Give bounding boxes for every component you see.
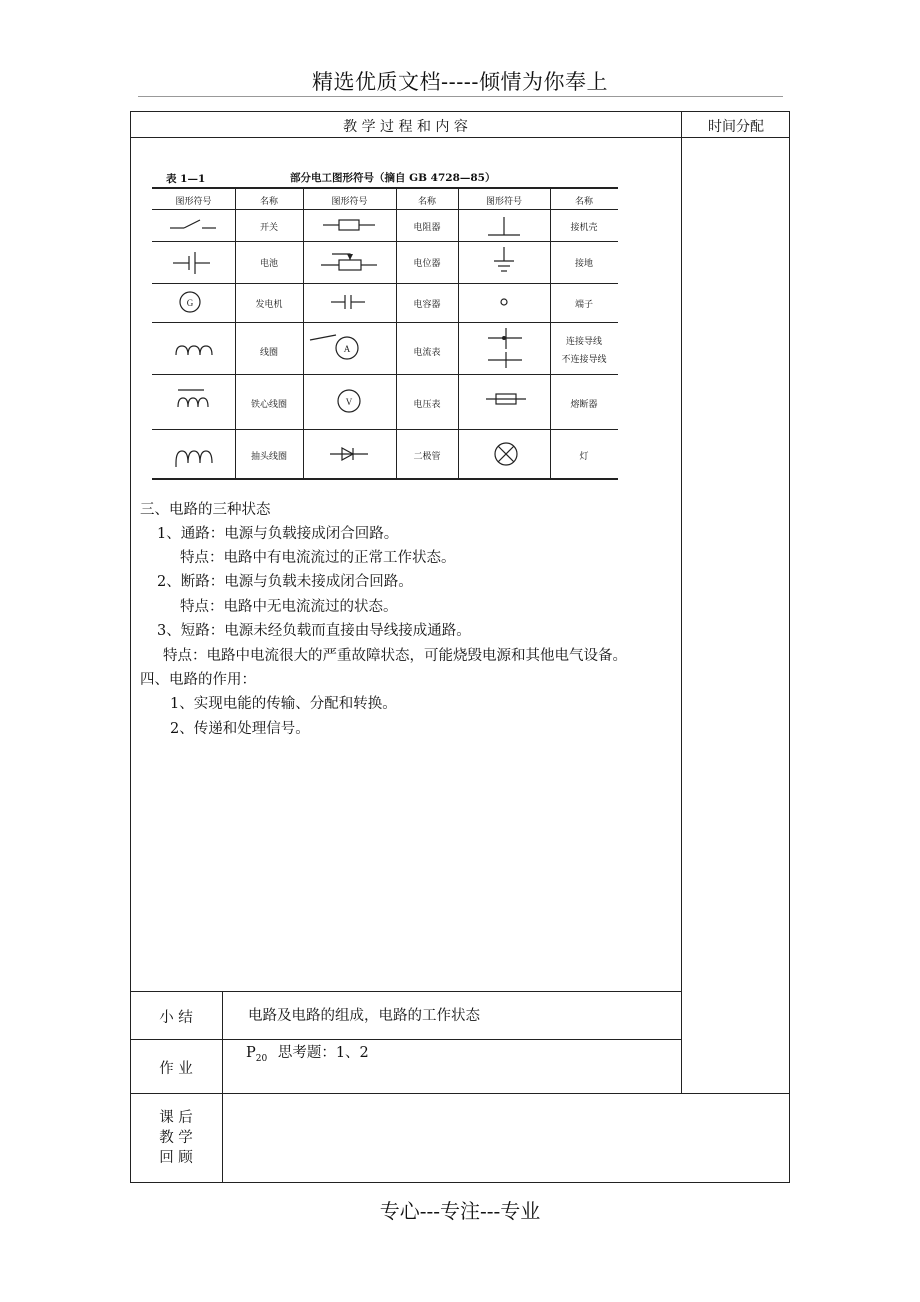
symbol-name: 不连接导线 [561,355,607,365]
content-line: 3、短路：电源未经负载而直接由导线接成通路。 [157,623,471,639]
summary-top-rule [130,991,682,992]
switch-symbol-icon [170,220,216,228]
ammeter-letter: A [343,344,351,354]
content-line: 特点：电路中有电流流过的正常工作状态。 [180,550,456,566]
symbol-name: 二极管 [413,452,441,462]
lamp-symbol-icon [495,443,517,465]
junction-dot-icon [502,336,506,340]
fuse-symbol-icon [486,394,526,404]
summary-text: 电路及电路的组成，电路的工作状态 [248,1008,480,1024]
symbol-glyph-layer [140,165,620,487]
name-header: 名称 [417,197,436,207]
time-column-divider [681,111,682,1094]
symbol-header: 图形符号 [331,197,368,207]
content-line: 1、通路：电源与负载接成闭合回路。 [157,526,399,542]
symbol-header: 图形符号 [485,197,522,207]
symbol-name: 电流表 [413,348,441,358]
summary-label: 小 结 [159,1010,193,1026]
wiper-arrow-icon [347,254,353,260]
coil-symbol-icon [176,346,212,355]
name-header: 名称 [259,197,278,207]
homework-label: 作 业 [159,1061,193,1077]
symbol-name: 接机壳 [570,223,598,233]
battery-symbol-icon [173,252,210,274]
review-top-rule [130,1093,790,1094]
generator-letter: G [186,298,194,308]
unconnected-wire-symbol-icon [488,352,522,368]
symbol-name: 开关 [259,223,278,233]
symbol-name: 电位器 [413,259,441,269]
homework-questions: 思考题：1、2 [277,1045,369,1061]
symbol-table-title: 部分电工图形符号（摘自 GB 4728—85） [290,172,496,184]
homework-page-number: 20 [255,1053,268,1064]
resistor-symbol-icon [323,220,375,230]
time-column-header: 时间分配 [708,119,764,135]
tapped-coil-symbol-icon [176,451,212,467]
symbol-name: 端子 [574,300,593,310]
symbol-name: 熔断器 [570,400,598,410]
symbol-name: 抽头线圈 [250,452,287,462]
capacitor-symbol-icon [331,295,365,309]
content-line: 特点：电路中电流很大的严重故障状态，可能烧毁电源和其他电气设备。 [163,648,627,664]
symbol-name: 铁心线圈 [250,400,287,410]
ground-symbol-icon [494,247,514,271]
table-header-rule [130,137,790,138]
content-line: 特点：电路中无电流流过的状态。 [180,599,398,615]
symbol-name: 电压表 [413,400,441,410]
review-label-line: 回 顾 [159,1150,193,1166]
review-label-line: 教 学 [159,1130,193,1146]
content-line: 1、实现电能的传输、分配和转换。 [170,696,397,712]
section-heading: 三、电路的三种状态 [140,502,271,518]
symbol-name: 电容器 [413,300,441,310]
ammeter-symbol-icon [310,335,358,359]
symbol-name: 电阻器 [413,223,441,233]
page-footer-title: 专心---专注---专业 [379,1199,541,1223]
section-heading: 四、电路的作用： [140,672,256,688]
name-header: 名称 [574,197,593,207]
symbol-name: 灯 [579,452,589,462]
homework-text [246,1041,369,1071]
symbol-table-label: 表 1—1 [166,173,206,185]
symbol-header: 图形符号 [175,197,212,207]
diode-symbol-icon [330,448,368,460]
voltmeter-letter: V [345,397,353,407]
electrical-symbol-table [140,165,620,487]
content-column-header: 教 学 过 程 和 内 容 [343,119,468,135]
symbol-name: 连接导线 [565,337,602,347]
iron-core-coil-symbol-icon [178,390,208,407]
content-line: 2、传递和处理信号。 [170,721,310,737]
symbol-name: 接地 [574,259,593,269]
terminal-symbol-icon [501,299,507,305]
homework-page-letter: P [246,1045,256,1061]
page-header-title: 精选优质文档-----倾情为你奉上 [312,70,608,94]
symbol-name: 发电机 [255,300,283,310]
chassis-symbol-icon [488,217,520,235]
content-line: 2、断路：电源与负载未接成闭合回路。 [157,574,413,590]
symbol-name: 线圈 [259,348,278,358]
symbol-name: 电池 [259,259,278,269]
homework-top-rule [130,1039,682,1040]
label-column-divider [222,991,223,1183]
header-rule [138,96,783,97]
review-label-line: 课 后 [159,1110,193,1126]
